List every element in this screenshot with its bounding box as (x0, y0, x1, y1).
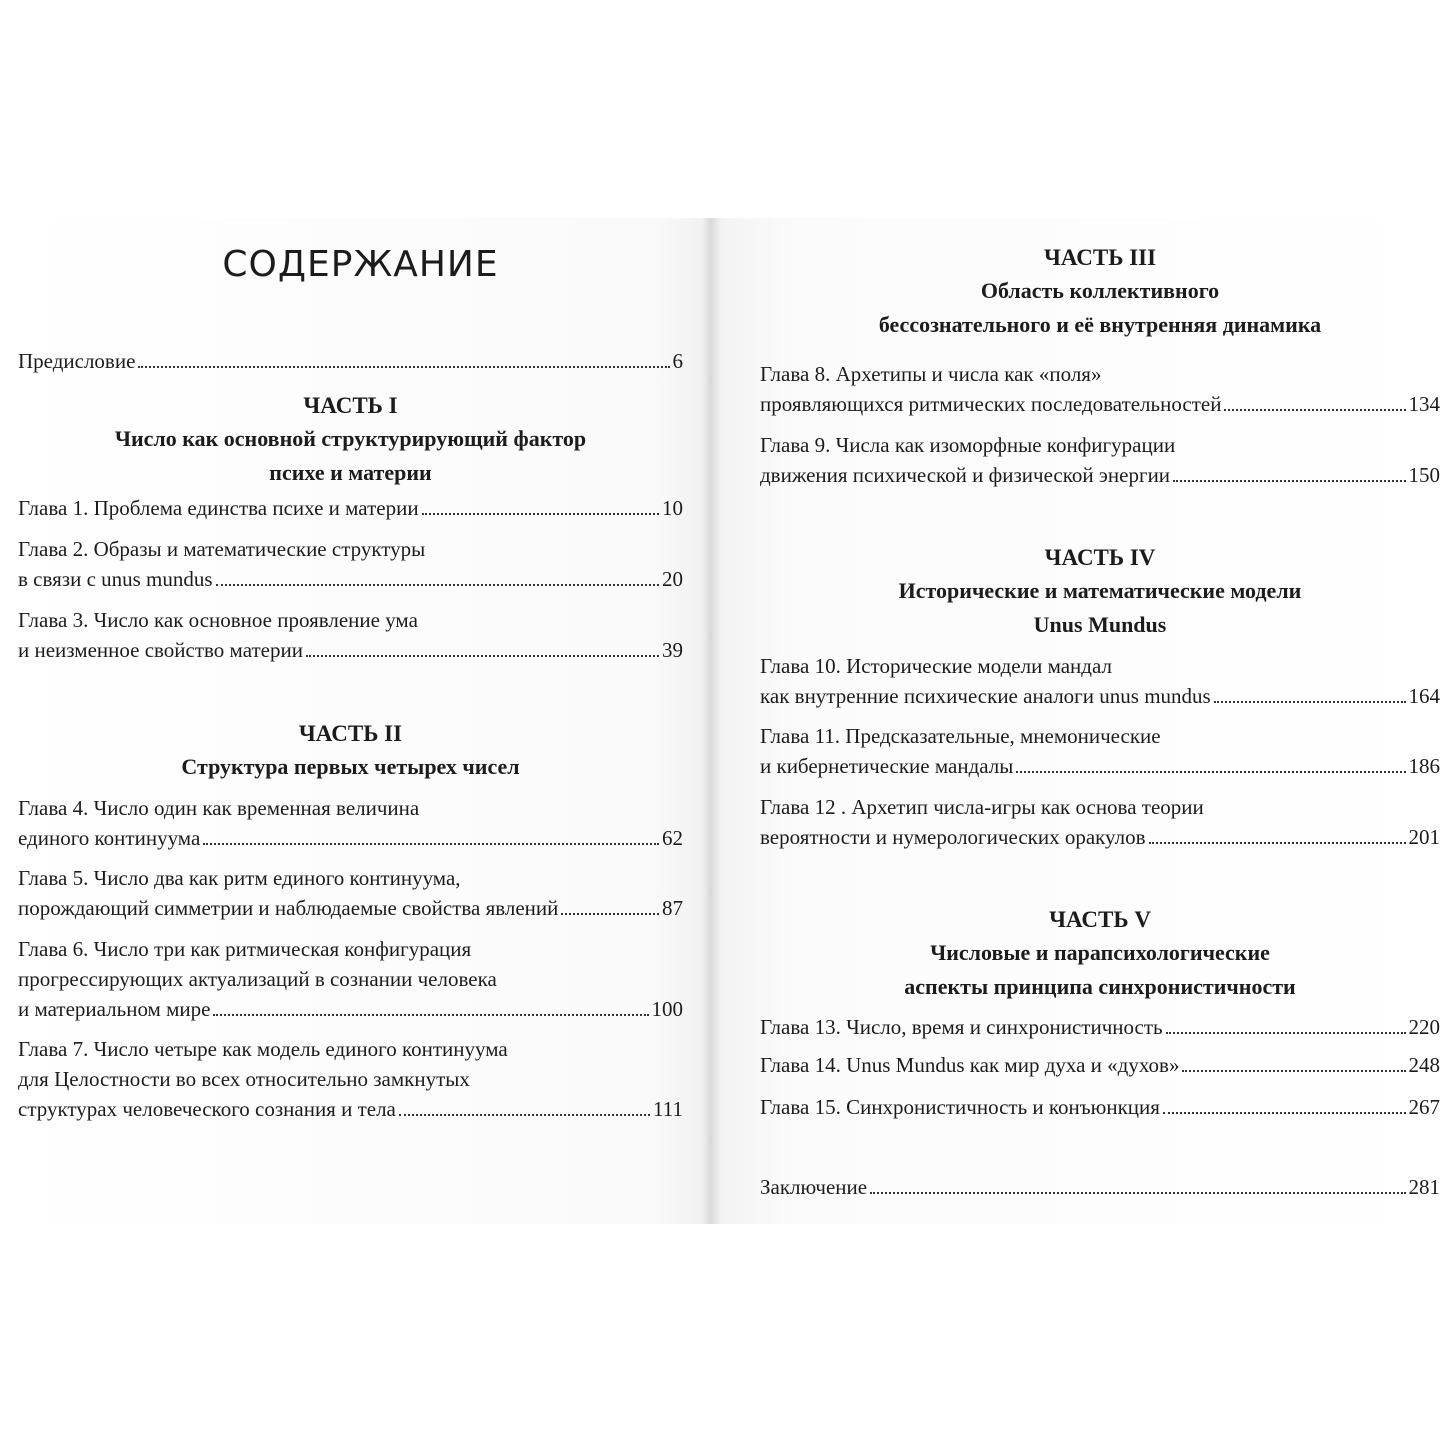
toc-entry-chapter-3[interactable]: Глава 3. Число как основное проявление ума и неизменное свойство материи 39 (18, 605, 683, 665)
toc-entry-chapter-5[interactable]: Глава 5. Число два как ритм единого континуума, порождающий симметрии и наблюдаемые свойства явлений 87 (18, 863, 683, 923)
toc-entry-chapter-2[interactable]: Глава 2. Образы и математические структуры в связи с unus mundus 20 (18, 534, 683, 594)
page-number: 39 (662, 638, 683, 662)
toc-entry-chapter-14[interactable]: Глава 14. Unus Mundus как мир духа и «духов» 248 (760, 1050, 1440, 1080)
toc-entry-chapter-10[interactable]: Глава 10. Исторические модели мандал как внутренние психические аналоги unus mundus 164 (760, 651, 1440, 711)
toc-entry-chapter-8[interactable]: Глава 8. Архетипы и числа как «поля» проявляющихся ритмических последовательностей 134 (760, 359, 1440, 419)
page-number: 248 (1408, 1053, 1440, 1077)
toc-entry-chapter-13[interactable]: Глава 13. Число, время и синхронистичность 220 (760, 1012, 1440, 1042)
page-number: 20 (662, 567, 683, 591)
book-spread (0, 218, 1445, 1224)
page-number: 62 (662, 826, 683, 850)
part-heading-3: ЧАСТЬ III Область коллективного бессознательного и её внутренняя динамика (878, 245, 1322, 337)
page-title: СОДЕРЖАНИЕ (222, 244, 499, 285)
toc-entry-chapter-4[interactable]: Глава 4. Число один как временная величина единого континуума 62 (18, 793, 683, 853)
toc-entry-chapter-11[interactable]: Глава 11. Предсказательные, мнемонические и кибернетические мандалы 186 (760, 721, 1440, 781)
toc-entry-preface[interactable]: Предисловие 6 (18, 346, 683, 376)
page-number: 186 (1408, 754, 1440, 778)
toc-entry-chapter-7[interactable]: Глава 7. Число четыре как модель единого континуума для Целостности во всех относительно замкнутых структурах человеческого сознания и тела 111 (18, 1034, 683, 1124)
part-heading-1: ЧАСТЬ I Число как основной структурирующий фактор психе и материи (114, 393, 587, 485)
right-page (760, 218, 1440, 1224)
page-number: 150 (1408, 463, 1440, 487)
toc-entry-chapter-12[interactable]: Глава 12 . Архетип числа-игры как основа теории вероятности и нумерологических оракулов 201 (760, 792, 1440, 852)
toc-entry-chapter-15[interactable]: Глава 15. Синхронистичность и конъюнкция 267 (760, 1092, 1440, 1122)
page-number: 281 (1408, 1175, 1440, 1199)
page-number: 267 (1408, 1095, 1440, 1119)
page-number: 164 (1408, 684, 1440, 708)
page-number: 10 (662, 496, 683, 520)
page-number: 111 (653, 1097, 683, 1121)
page-number: 201 (1408, 825, 1440, 849)
page-number: 6 (672, 349, 683, 373)
part-heading-2: ЧАСТЬ II Структура первых четырех чисел (181, 721, 520, 779)
toc-entry-conclusion[interactable]: Заключение 281 (760, 1172, 1440, 1202)
toc-entry-chapter-9[interactable]: Глава 9. Числа как изоморфные конфигурации движения психической и физической энергии 150 (760, 430, 1440, 490)
page-number: 134 (1408, 392, 1440, 416)
page-number: 87 (662, 896, 683, 920)
left-page (18, 218, 683, 1224)
page-number: 100 (651, 997, 683, 1021)
toc-entry-chapter-6[interactable]: Глава 6. Число три как ритмическая конфигурация прогрессирующих актуализаций в сознании человека и материальном мире 100 (18, 934, 683, 1024)
toc-entry-chapter-1[interactable]: Глава 1. Проблема единства психе и материи 10 (18, 493, 683, 523)
page-number: 220 (1408, 1015, 1440, 1039)
part-heading-5: ЧАСТЬ V Числовые и парапсихологические аспекты принципа синхронистичности (904, 907, 1296, 999)
part-heading-4: ЧАСТЬ IV Исторические и математические модели Unus Mundus (898, 545, 1302, 637)
